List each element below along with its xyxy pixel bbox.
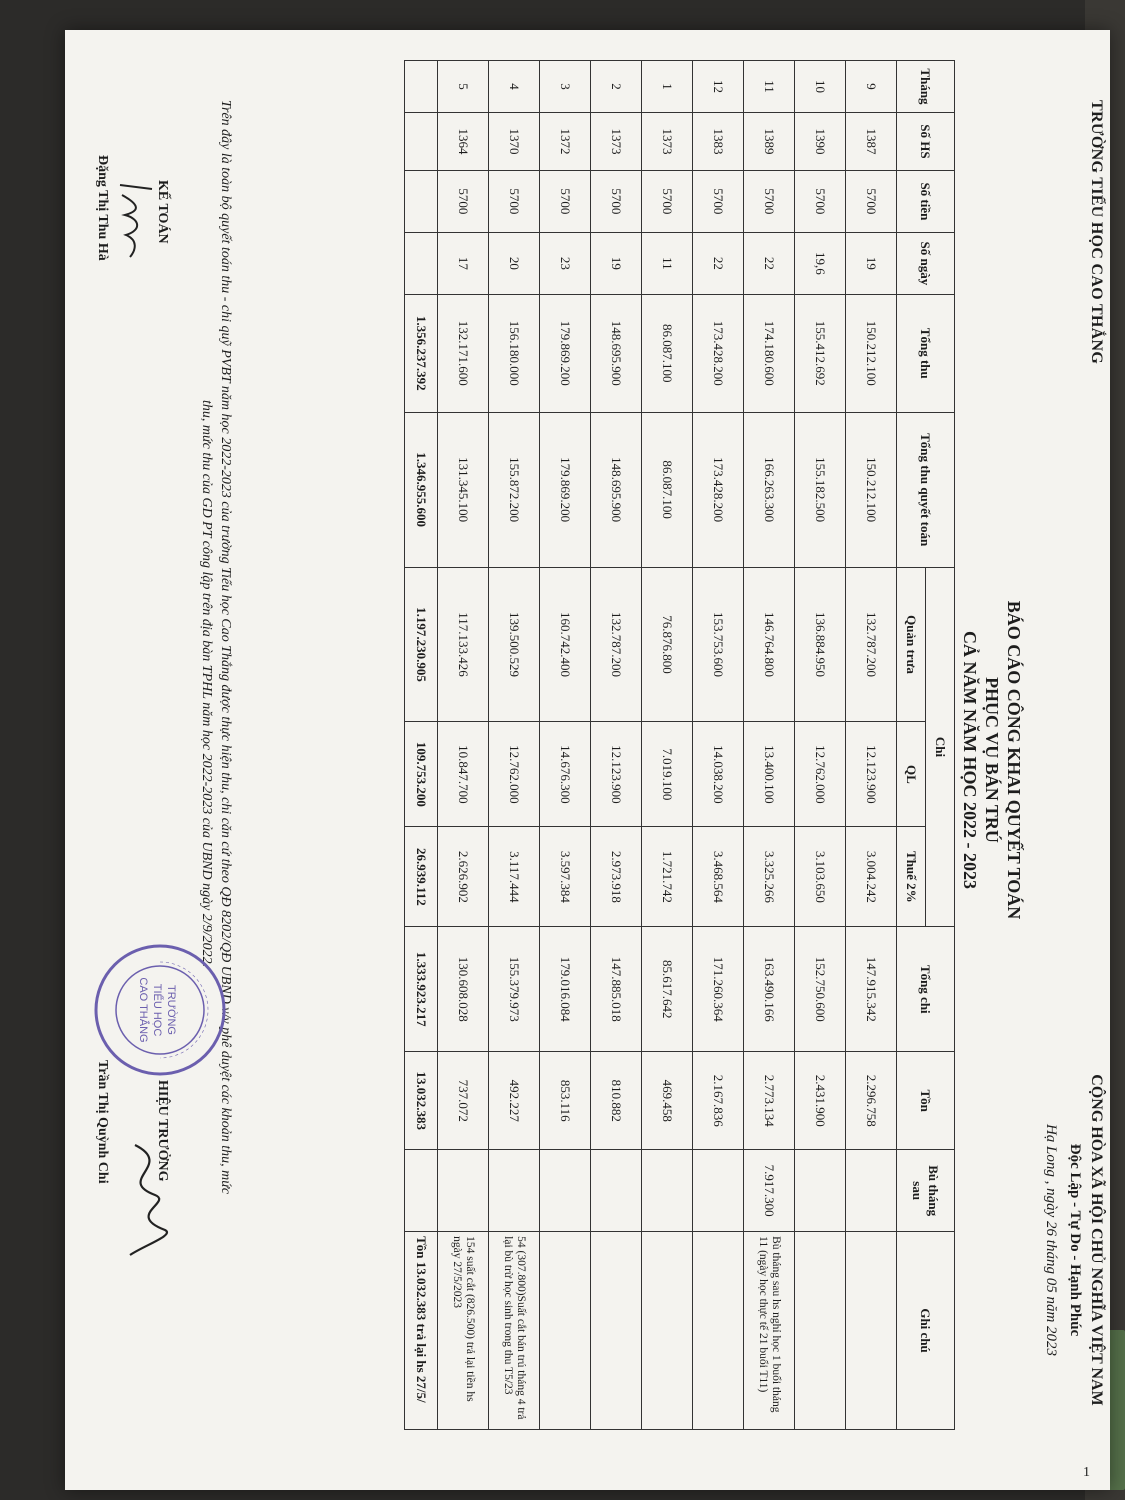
school-stamp-icon <box>90 940 230 1080</box>
page-number: 1 <box>1083 1465 1090 1480</box>
cell-so-tien: 5700 <box>693 170 744 232</box>
header-tong-thu-qt: Tổng thu quyết toán <box>897 412 955 567</box>
cell-quan-trua: 132.787.200 <box>846 567 897 722</box>
cell-bu <box>540 1150 591 1232</box>
cell-tong-thu-qt: 173.428.200 <box>693 412 744 567</box>
svg-text:TIỂU HỌC: TIỂU HỌC <box>151 983 163 1037</box>
cell-ql: 12.762.000 <box>795 722 846 827</box>
header-thue: Thuế 2% <box>897 827 926 927</box>
cell-ghi-chu <box>693 1232 744 1430</box>
header-quan-trua: Quản trưa <box>897 567 926 722</box>
cell-ql: 14.676.300 <box>540 722 591 827</box>
cell-so-tien: 5700 <box>540 170 591 232</box>
cell-ql: 14.038.200 <box>693 722 744 827</box>
cell-tong-thu-qt: 166.263.300 <box>744 412 795 567</box>
cell-ton: 2.296.758 <box>846 1052 897 1150</box>
cell-ton: 469.458 <box>642 1052 693 1150</box>
accountant-name: Đặng Thị Thu Hà <box>95 155 110 261</box>
cell-thue: 2.973.918 <box>591 827 642 927</box>
total-cell-empty <box>405 232 438 294</box>
cell-thang: 9 <box>846 61 897 113</box>
cell-tong-chi: 152.750.600 <box>795 927 846 1052</box>
cell-so-hs: 1387 <box>846 112 897 170</box>
cell-ton: 737.072 <box>438 1052 489 1150</box>
header-bu-thang-sau: Bù tháng sau <box>897 1150 955 1232</box>
title-line-2: PHỤC VỤ BÁN TRÚ <box>982 677 1002 843</box>
cell-ton: 853.116 <box>540 1052 591 1150</box>
cell-tong-thu-qt: 86.087.100 <box>642 412 693 567</box>
cell-thang: 1 <box>642 61 693 113</box>
table-body <box>438 61 897 1430</box>
principal-title: HIỆU TRƯỞNG <box>155 1080 170 1182</box>
header-so-tien: Số tiền <box>897 170 955 232</box>
cell-ql: 12.762.000 <box>489 722 540 827</box>
cell-thang: 10 <box>795 61 846 113</box>
cell-quan-trua: 146.764.800 <box>744 567 795 722</box>
cell-bu <box>795 1150 846 1232</box>
cell-so-ngay: 19 <box>846 232 897 294</box>
header-chi: Chi <box>926 567 955 927</box>
total-ql: 109.753.200 <box>405 722 438 827</box>
settlement-table <box>404 60 955 1430</box>
footnote-line-2: thu, mức thu của GD PT công lập trên địa bàn TPHL năm học 2022-2023 của UBND ngày 2/9/2022. <box>199 400 214 968</box>
header-ton: Tồn <box>897 1052 955 1150</box>
cell-thang: 5 <box>438 61 489 113</box>
table-row <box>591 61 642 1430</box>
cell-thue: 3.325.266 <box>744 827 795 927</box>
total-tong-thu-qt: 1.346.955.600 <box>405 412 438 567</box>
title-line-1: BÁO CÁO CÔNG KHAI QUYẾT TOÁN <box>1004 600 1024 920</box>
cell-thang: 2 <box>591 61 642 113</box>
cell-tong-thu: 173.428.200 <box>693 294 744 412</box>
cell-tong-chi: 163.490.166 <box>744 927 795 1052</box>
cell-bu <box>642 1150 693 1232</box>
accountant-signature-icon <box>105 175 160 265</box>
total-ton: 13.032.383 <box>405 1052 438 1150</box>
cell-ql: 12.123.900 <box>591 722 642 827</box>
report-title <box>959 60 1025 1460</box>
cell-so-ngay: 19,6 <box>795 232 846 294</box>
cell-so-ngay: 20 <box>489 232 540 294</box>
cell-tong-chi: 147.915.342 <box>846 927 897 1052</box>
cell-so-hs: 1373 <box>591 112 642 170</box>
cell-bu <box>693 1150 744 1232</box>
cell-so-tien: 5700 <box>642 170 693 232</box>
cell-so-tien: 5700 <box>846 170 897 232</box>
cell-tong-thu: 156.180.000 <box>489 294 540 412</box>
table-row <box>693 61 744 1430</box>
cell-tong-chi: 171.260.364 <box>693 927 744 1052</box>
footnote-line-1: Trên đây là toàn bộ quyết toán thu - chi quỹ PVBT năm học 2022-2023 của trường Tiểu học Cao Thắng được thực hiện thu, chi căn cứ theo QĐ 8202/QĐ UBND v/v phê duyệt các khoản thu, mức <box>218 100 233 1195</box>
svg-text:TRƯỜNG: TRƯỜNG <box>165 985 177 1035</box>
header-so-ngay: Số ngày <box>897 232 955 294</box>
cell-thue: 1.721.742 <box>642 827 693 927</box>
accountant-title: KẾ TOÁN <box>155 180 170 244</box>
cell-thang: 11 <box>744 61 795 113</box>
footnote <box>197 100 235 1400</box>
cell-tong-thu: 132.171.600 <box>438 294 489 412</box>
header-ghi-chu: Ghi chú <box>897 1232 955 1430</box>
school-name: TRƯỜNG TIỂU HỌC CAO THẮNG <box>1088 100 1105 365</box>
cell-so-tien: 5700 <box>744 170 795 232</box>
cell-so-tien: 5700 <box>489 170 540 232</box>
cell-thue: 3.597.384 <box>540 827 591 927</box>
cell-so-hs: 1372 <box>540 112 591 170</box>
total-row <box>405 61 438 1430</box>
table-row <box>489 61 540 1430</box>
cell-bu <box>438 1150 489 1232</box>
cell-ghi-chu: 154 suất cắt (826.500) trả lại tiền hs ngày 27/5/2023 <box>438 1232 489 1430</box>
total-cell-empty <box>405 170 438 232</box>
header-tong-thu: Tổng thu <box>897 294 955 412</box>
cell-ql: 13.400.100 <box>744 722 795 827</box>
table-row <box>846 61 897 1430</box>
cell-ton: 2.167.836 <box>693 1052 744 1150</box>
table-row <box>642 61 693 1430</box>
total-thue: 26.939.112 <box>405 827 438 927</box>
cell-so-hs: 1373 <box>642 112 693 170</box>
table-row <box>744 61 795 1430</box>
svg-text:CAO THẮNG: CAO THẮNG <box>137 977 149 1043</box>
cell-bu <box>846 1150 897 1232</box>
document-date: Hạ Long , ngày 26 tháng 05 năm 2023 <box>1043 1123 1059 1357</box>
rotated-content <box>85 60 1105 1460</box>
cell-quan-trua: 136.884.950 <box>795 567 846 722</box>
cell-so-ngay: 19 <box>591 232 642 294</box>
cell-bu <box>591 1150 642 1232</box>
cell-ghi-chu <box>540 1232 591 1430</box>
cell-ghi-chu <box>642 1232 693 1430</box>
header-thang: Tháng <box>897 61 955 113</box>
cell-ton: 2.773.134 <box>744 1052 795 1150</box>
table-row <box>438 61 489 1430</box>
cell-tong-thu: 155.412.692 <box>795 294 846 412</box>
cell-tong-thu-qt: 155.872.200 <box>489 412 540 567</box>
cell-so-hs: 1390 <box>795 112 846 170</box>
cell-so-tien: 5700 <box>795 170 846 232</box>
cell-ton: 492.227 <box>489 1052 540 1150</box>
principal-signature-icon <box>110 1140 185 1260</box>
title-line-3: CẢ NĂM NĂM HỌC 2022 - 2023 <box>960 631 980 889</box>
cell-thue: 3.103.650 <box>795 827 846 927</box>
cell-tong-thu-qt: 155.182.500 <box>795 412 846 567</box>
total-ghi-chu: Tồn 13.032.383 trả lại hs 27/5/ <box>405 1232 438 1430</box>
cell-tong-thu: 174.180.600 <box>744 294 795 412</box>
cell-tong-thu-qt: 131.345.100 <box>438 412 489 567</box>
cell-ton: 2.431.900 <box>795 1052 846 1150</box>
total-cell-empty <box>405 1150 438 1232</box>
cell-ghi-chu <box>846 1232 897 1430</box>
cell-so-hs: 1389 <box>744 112 795 170</box>
cell-ql: 12.123.900 <box>846 722 897 827</box>
header-ql: QL <box>897 722 926 827</box>
cell-quan-trua: 117.133.426 <box>438 567 489 722</box>
cell-so-ngay: 22 <box>693 232 744 294</box>
cell-quan-trua: 76.876.800 <box>642 567 693 722</box>
cell-so-ngay: 22 <box>744 232 795 294</box>
nation-title: CỘNG HÒA XÃ HỘI CHỦ NGHĨA VIỆT NAM <box>1088 1074 1105 1406</box>
cell-so-tien: 5700 <box>591 170 642 232</box>
principal-name: Trần Thị Quỳnh Chi <box>95 1060 110 1184</box>
cell-ql: 7.019.100 <box>642 722 693 827</box>
cell-bu <box>489 1150 540 1232</box>
cell-ghi-chu: Bù tháng sau hs nghỉ học 1 buổi tháng 11 (ngày học thực tế 21 buổi T11) <box>744 1232 795 1430</box>
cell-so-hs: 1364 <box>438 112 489 170</box>
total-quan-trua: 1.197.230.905 <box>405 567 438 722</box>
cell-ton: 810.882 <box>591 1052 642 1150</box>
cell-tong-thu-qt: 179.869.200 <box>540 412 591 567</box>
cell-quan-trua: 139.500.529 <box>489 567 540 722</box>
cell-so-hs: 1383 <box>693 112 744 170</box>
cell-tong-chi: 147.885.018 <box>591 927 642 1052</box>
cell-tong-chi: 85.617.642 <box>642 927 693 1052</box>
cell-ghi-chu <box>591 1232 642 1430</box>
header-tong-chi: Tổng chi <box>897 927 955 1052</box>
table-row <box>795 61 846 1430</box>
total-cell-empty <box>405 112 438 170</box>
nation-motto: Độc Lập - Tự Do - Hạnh Phúc <box>1067 1143 1083 1337</box>
cell-thue: 3.117.444 <box>489 827 540 927</box>
cell-tong-thu: 86.087.100 <box>642 294 693 412</box>
cell-ghi-chu <box>795 1232 846 1430</box>
cell-quan-trua: 132.787.200 <box>591 567 642 722</box>
cell-tong-thu: 179.869.200 <box>540 294 591 412</box>
total-tong-thu: 1.356.237.392 <box>405 294 438 412</box>
cell-so-ngay: 17 <box>438 232 489 294</box>
cell-ghi-chu: 54 (307.800)Suất cắt bán trú tháng 4 trả lại bù trừ học sinh trong thu T5/23 <box>489 1232 540 1430</box>
total-cell-empty <box>405 61 438 113</box>
document-sheet <box>65 30 1110 1490</box>
cell-thang: 3 <box>540 61 591 113</box>
cell-bu: 7.917.300 <box>744 1150 795 1232</box>
cell-tong-thu: 150.212.100 <box>846 294 897 412</box>
header-so-hs: Số HS <box>897 112 955 170</box>
cell-quan-trua: 153.753.600 <box>693 567 744 722</box>
cell-quan-trua: 160.742.400 <box>540 567 591 722</box>
cell-so-ngay: 11 <box>642 232 693 294</box>
total-tong-chi: 1.333.923.217 <box>405 927 438 1052</box>
cell-tong-chi: 130.608.028 <box>438 927 489 1052</box>
cell-tong-chi: 155.379.973 <box>489 927 540 1052</box>
cell-tong-thu-qt: 148.695.900 <box>591 412 642 567</box>
cell-so-ngay: 23 <box>540 232 591 294</box>
cell-tong-thu: 148.695.900 <box>591 294 642 412</box>
cell-thang: 4 <box>489 61 540 113</box>
cell-thue: 3.004.242 <box>846 827 897 927</box>
cell-ql: 10.847.700 <box>438 722 489 827</box>
cell-thue: 2.626.902 <box>438 827 489 927</box>
cell-so-tien: 5700 <box>438 170 489 232</box>
cell-tong-thu-qt: 150.212.100 <box>846 412 897 567</box>
cell-thue: 3.468.564 <box>693 827 744 927</box>
table-row <box>540 61 591 1430</box>
cell-tong-chi: 179.016.084 <box>540 927 591 1052</box>
cell-thang: 12 <box>693 61 744 113</box>
cell-so-hs: 1370 <box>489 112 540 170</box>
